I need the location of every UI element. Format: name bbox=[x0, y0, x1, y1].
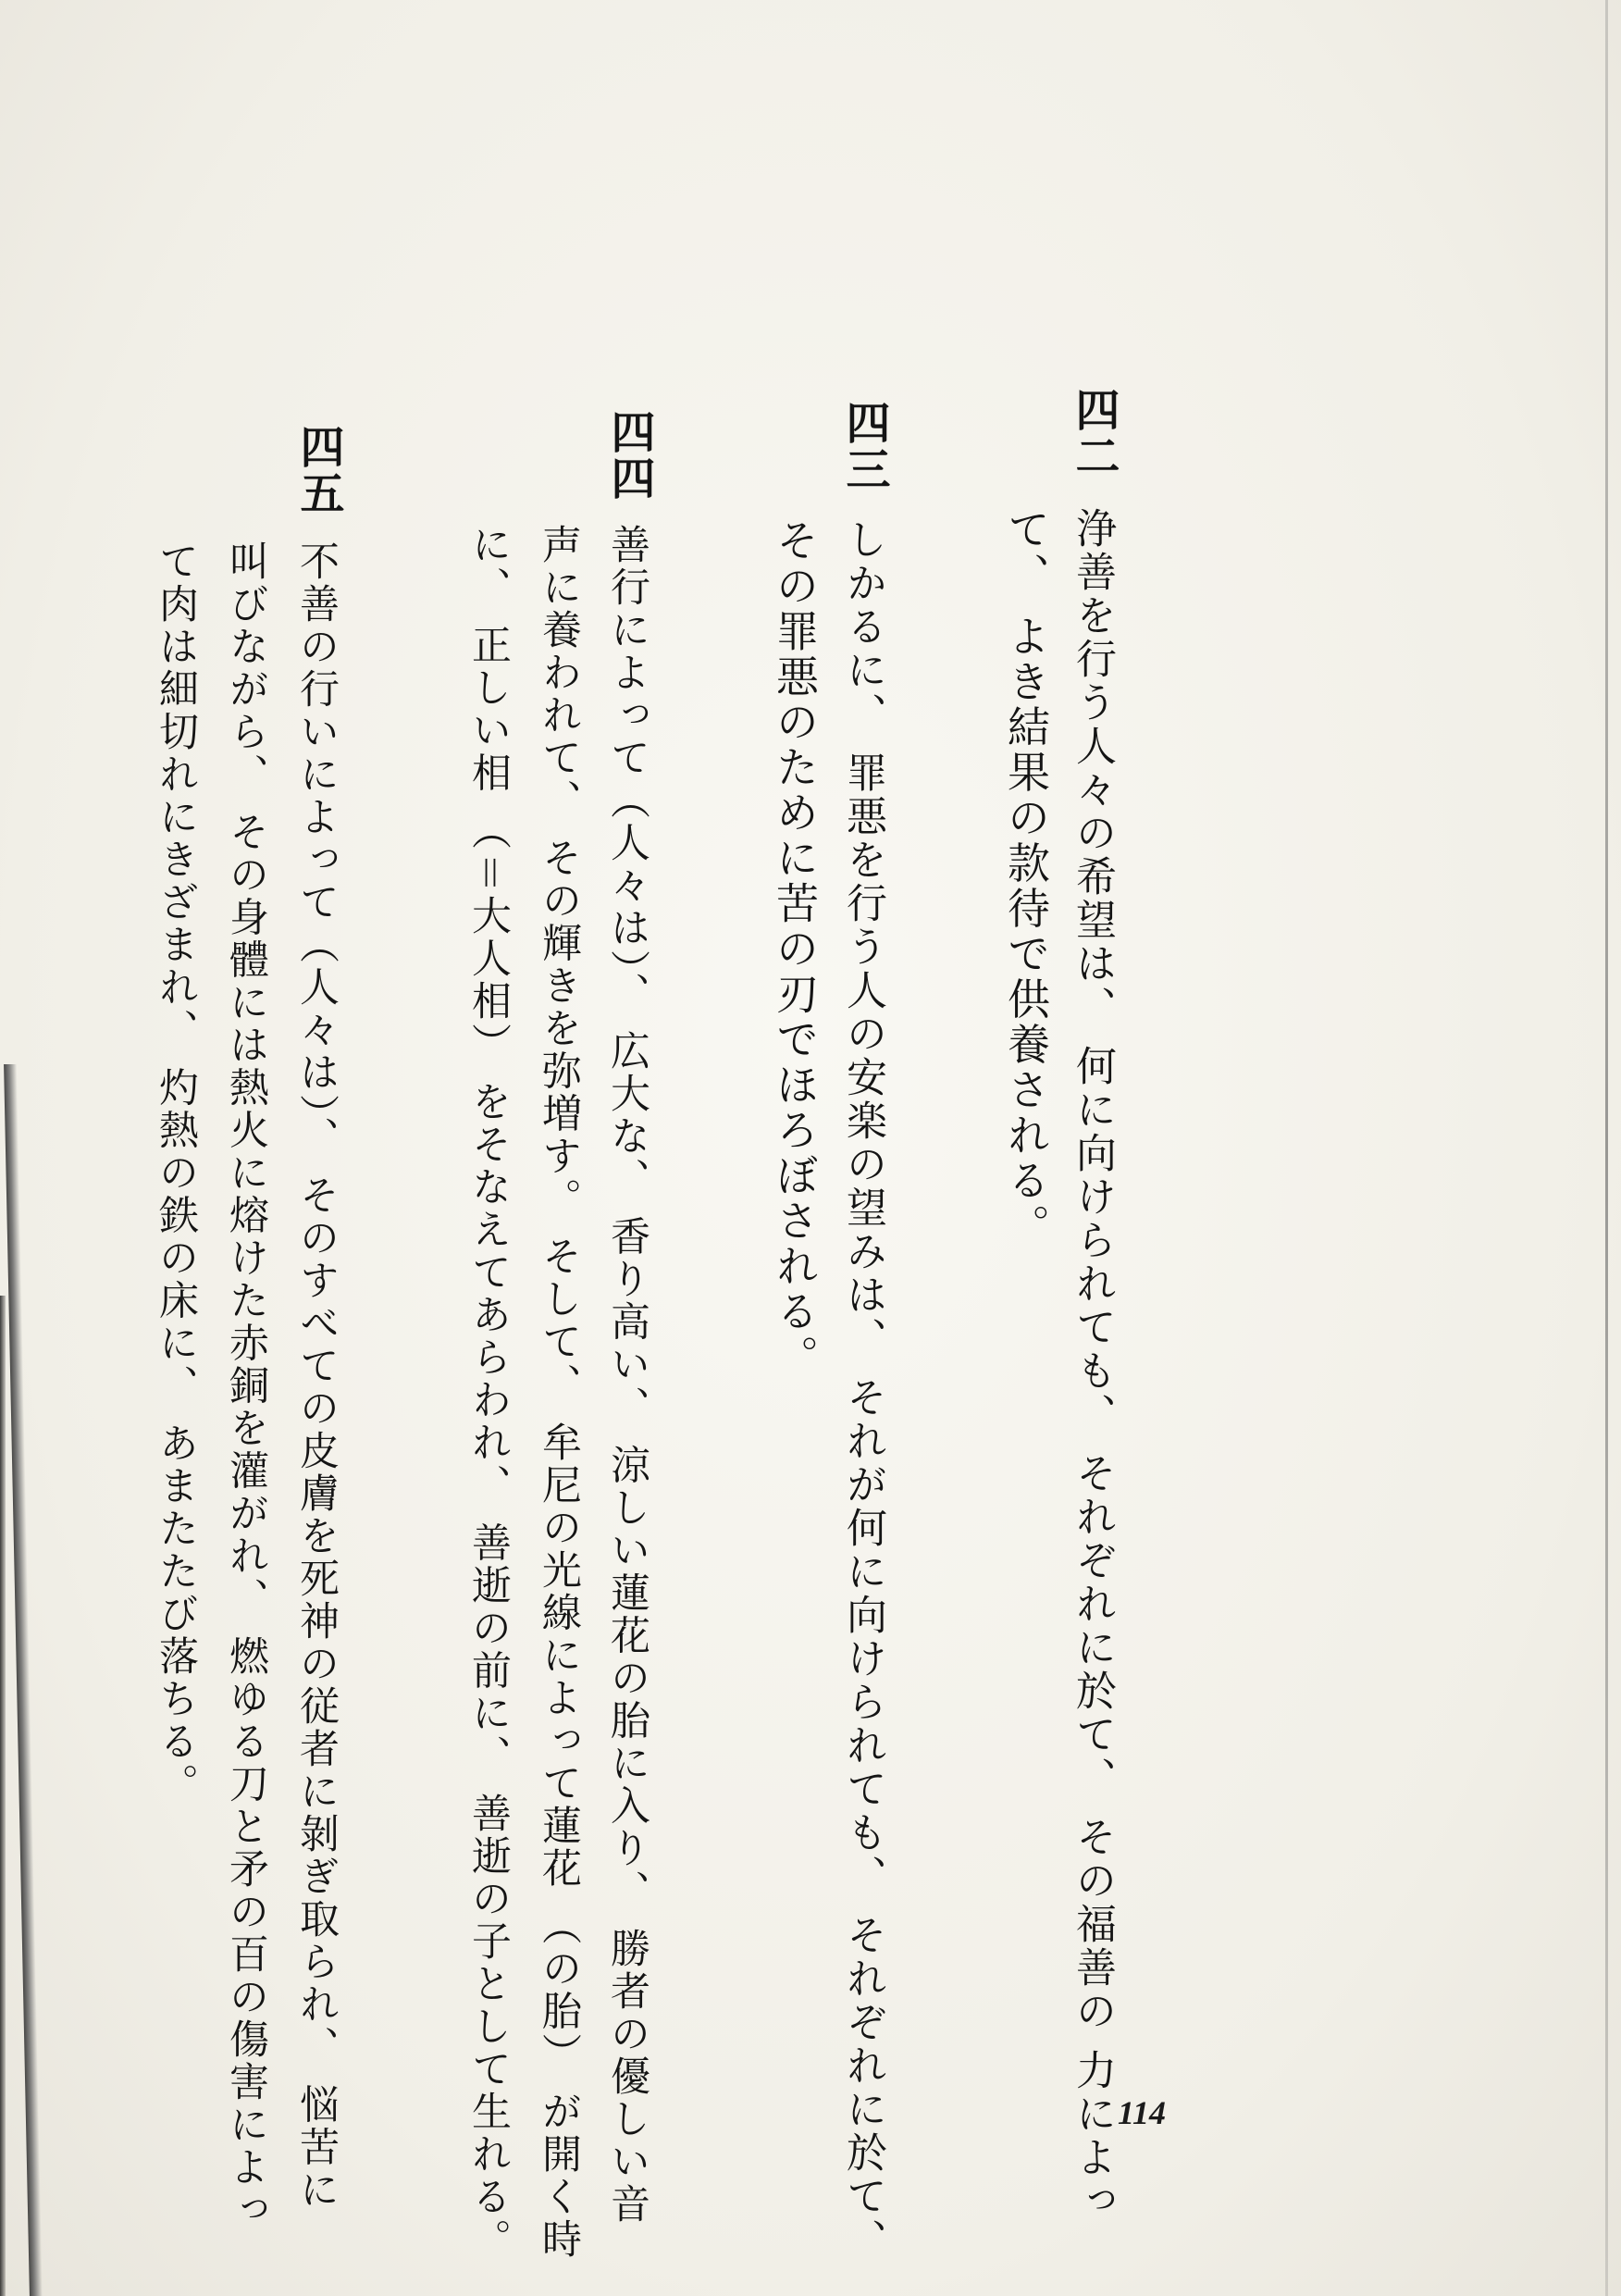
verse-45-line-1: 不善の行いによって（人々は）、 そのすべての皮膚を死神の従者に剝ぎ取られ、 悩苦に bbox=[293, 540, 340, 2212]
binding-edge bbox=[0, 1296, 6, 2296]
page-number: 114 bbox=[1118, 2094, 1167, 2131]
verse-number-43: 四三 bbox=[838, 400, 890, 492]
verse-number-42: 四二 bbox=[1068, 387, 1120, 479]
binding-shadow bbox=[4, 1064, 43, 2296]
page-edge bbox=[1605, 0, 1608, 2296]
verse-44-line-1: 善行によって（人々は）、 広大な、 香り高い、 涼しい蓮花の胎に入り、 勝者の優しい音 bbox=[604, 524, 650, 2227]
verse-42-line-1: 浄善を行う人々の希望は、 何に向けられても、 それぞれに於て、 その福善の 力によっ bbox=[1069, 507, 1116, 2223]
verse-42-line-2: て、 よき結果の款待で供養される。 bbox=[1001, 507, 1051, 1249]
verse-number-44: 四四 bbox=[603, 409, 655, 502]
verse-43-line-1: しかるに、 罪悪を行う人の安楽の望みは、 それが何に向けられても、 それぞれに於て、 bbox=[839, 518, 886, 2262]
verse-44-line-2: 声に養われて、 その輝きを弥増す。 そして、 牟尼の光線によって蓮花 （の胎） が開く時 bbox=[536, 524, 582, 2262]
verse-number-45: 四五 bbox=[292, 424, 344, 516]
verse-45-line-2: 叫びながら、 その身體には熱火に熔けた赤銅を灌がれ、 燃ゆる刀と矛の百の傷害によっ bbox=[223, 540, 269, 2232]
verse-44-line-3: に、 正しい相 （＝大人相） をそなえてあらわれ、 善逝の前に、 善逝の子として生れる。 bbox=[465, 524, 512, 2262]
verse-43-line-2: その罪悪のために苦の刃でほろぼされる。 bbox=[770, 518, 820, 1380]
verse-45-line-3: て肉は細切れにきざまれ、 灼熱の鉄の床に、 あまたたび落ちる。 bbox=[153, 540, 199, 1806]
